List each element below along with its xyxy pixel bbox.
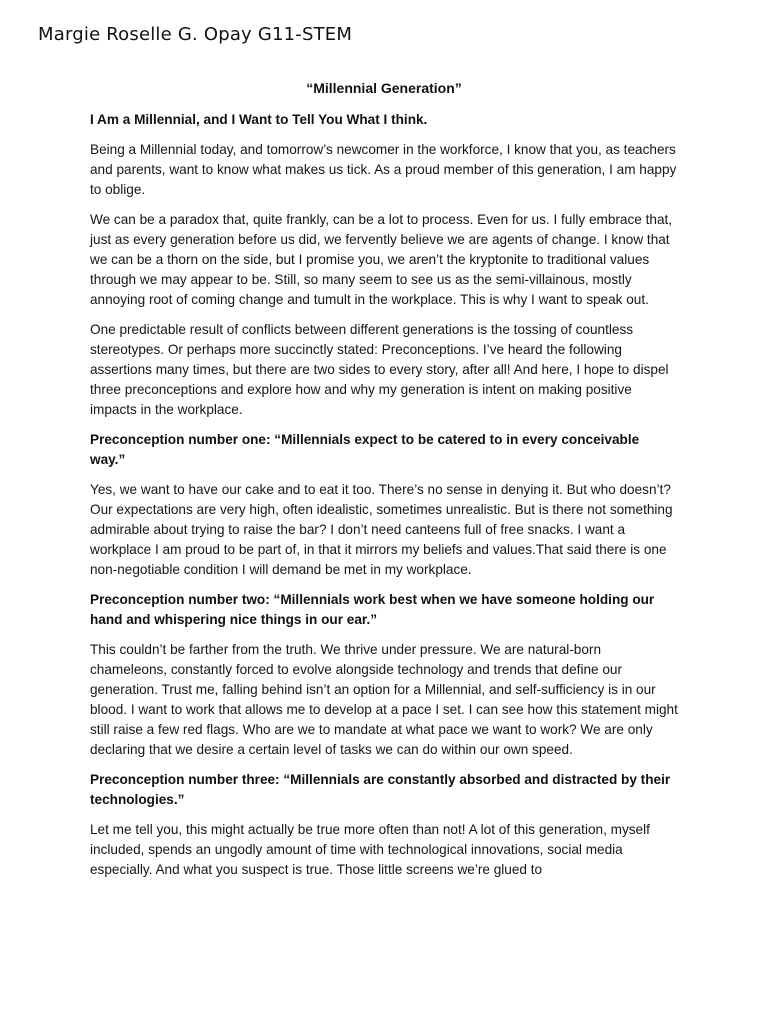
body-paragraph: Being a Millennial today, and tomorrow’s newcomer in the workforce, I know that you, as teachers and parents, want to know what makes us tick. As a proud member of this generation, I am happy to oblige. xyxy=(90,142,677,197)
preconception-one-heading: Preconception number one: “Millennials expect to be catered to in every conceivable way.” xyxy=(90,432,640,467)
body-paragraph: We can be a paradox that, quite frankly, can be a lot to process. Even for us. I fully embrace that, just as every generation before us did, we fervently believe we are agents of change. I know that we can be a thorn on the side, but I promise you, we aren’t the kryptonite to traditional values through we may appear to be. Still, so many seem to see us as the semi-villainous, mostly annoying root of coming change and tumult in the workplace. This is why I want to speak out. xyxy=(90,212,673,307)
preconception-two-heading: Preconception number two: “Millennials work best when we have someone holding our hand and whispering nice things in our ear.” xyxy=(90,592,655,627)
document-title: “Millennial Generation” xyxy=(306,80,462,96)
preconception-two-text: This couldn’t be farther from the truth. We thrive under pressure. We are natural-born chameleons, constantly forced to evolve alongside technology and trends that define our generation. Trust me, falling behind isn’t an option for a Millennial, and self-sufficiency is in our blood. I want to work that allows me to develop at a pace I set. I can see how this statement might still raise a few red flags. Who are we to mandate at what pace we want to work? We are only declaring that we desire a certain level of tasks we can do within our own speed. xyxy=(90,642,678,757)
preconception-three-text: Let me tell you, this might actually be true more often than not! A lot of this generation, myself included, spends an ungodly amount of time with technological innovations, social media especially. And what you suspect is true. Those little screens we’re glued to xyxy=(90,822,650,877)
document-body xyxy=(90,110,678,890)
document-subtitle: I Am a Millennial, and I Want to Tell You What I think. xyxy=(90,112,428,127)
preconception-three-heading: Preconception number three: “Millennials are constantly absorbed and distracted by their technologies.” xyxy=(90,772,671,807)
body-paragraph: One predictable result of conflicts between different generations is the tossing of countless stereotypes. Or perhaps more succinctly stated: Preconceptions. I’ve heard the following assertions many times, but there are two sides to every story, after all! And here, I hope to dispel three preconceptions and explore how and why my generation is intent on making positive impacts in the workplace. xyxy=(90,322,669,417)
author-header: Margie Roselle G. Opay G11-STEM xyxy=(38,24,353,45)
preconception-one-text: Yes, we want to have our cake and to eat it too. There’s no sense in denying it. But who doesn’t? Our expectations are very high, often idealistic, sometimes unrealistic. But is there not something admirable about trying to raise the bar? I don’t need canteens full of free snacks. I want a workplace I am proud to be part of, in that it mirrors my beliefs and values.That said there is one non-negotiable condition I will demand be met in my workplace. xyxy=(90,482,673,577)
